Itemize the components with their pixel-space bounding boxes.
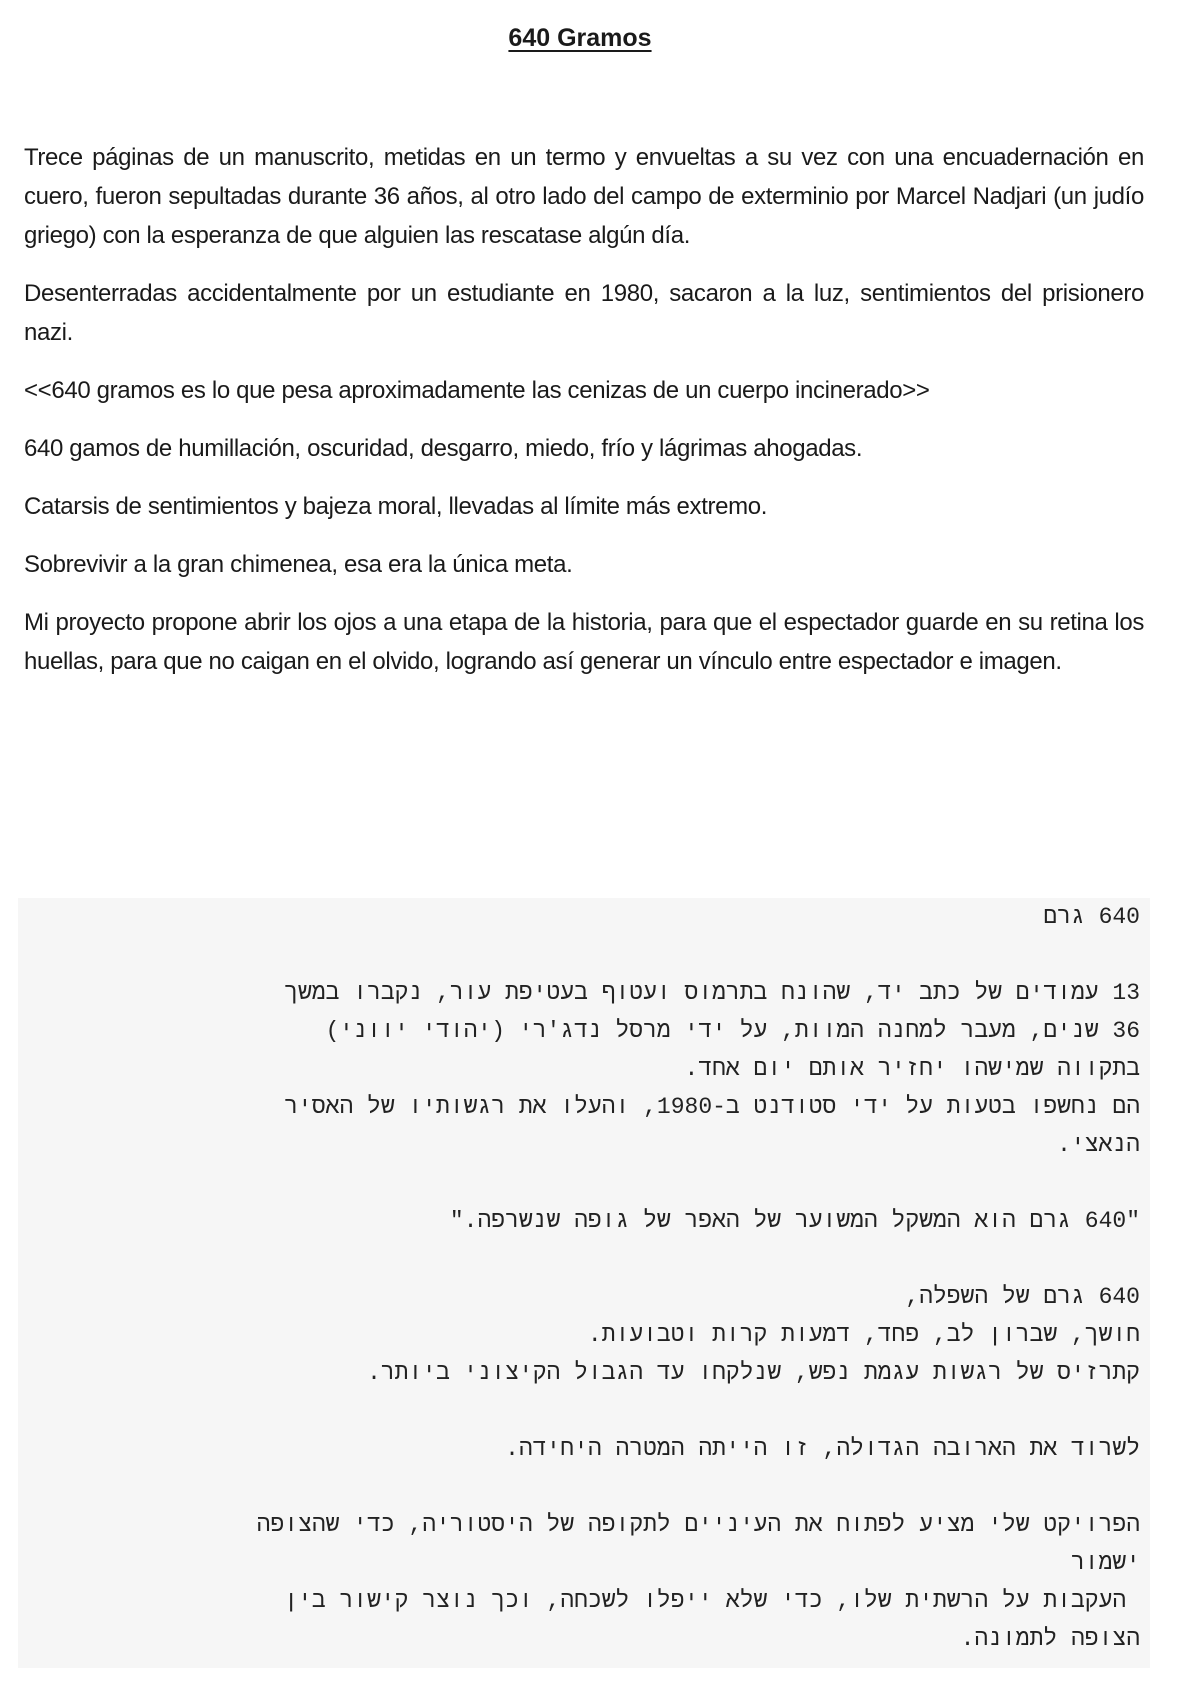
paragraph-humiliation: 640 gamos de humillación, oscuridad, desgarro, miedo, frío y lágrimas ahogadas. bbox=[24, 435, 863, 462]
hebrew-line: הפרויקט שלי מציע לפתוח את העיניים לתקופה של היסטוריה, כדי שהצופה bbox=[256, 1512, 1140, 1538]
hebrew-line: 640 גרם של השפלה, bbox=[905, 1284, 1140, 1310]
paragraph-manuscript: Trece páginas de un manuscrito, metidas en un termo y envueltas a su vez con una encuadernación en cuero, fueron sepultadas durante 36 años, al otro lado del campo de exterminio por Marcel Nadjari (un judío griego) con la esperanza de que alguien las rescatase algún día. bbox=[24, 144, 1144, 249]
hebrew-line: חושך, שברון לב, פחד, דמעות קרות וטבועות. bbox=[587, 1322, 1140, 1348]
hebrew-line: קתרזיס של רגשות עגמת נפש, שנלקחו עד הגבול הקיצוני ביותר. bbox=[367, 1360, 1140, 1386]
blank-line bbox=[26, 936, 1140, 974]
blank-line bbox=[26, 1240, 1140, 1278]
hebrew-line: העקבות על הרשתית שלו, כדי שלא ייפלו לשכחה, וכך נוצר קישור בין bbox=[284, 1588, 1140, 1614]
blank-line bbox=[26, 1468, 1140, 1506]
hebrew-line: לשרוד את הארובה הגדולה, זו הייתה המטרה היחידה. bbox=[505, 1436, 1140, 1462]
blank-line bbox=[26, 1164, 1140, 1202]
paragraph-project: Mi proyecto propone abrir los ojos a una etapa de la historia, para que el espectador guarde en su retina los huellas, para que no caigan en el olvido, logrando así generar un vínculo entre espectador e imagen. bbox=[24, 609, 1144, 675]
spanish-text-section bbox=[24, 138, 1144, 700]
hebrew-title: 640 גרם bbox=[1043, 904, 1140, 930]
blank-line bbox=[26, 1392, 1140, 1430]
paragraph-discovery: Desenterradas accidentalmente por un estudiante en 1980, sacaron a la luz, sentimientos del prisionero nazi. bbox=[24, 280, 1144, 346]
paragraph-catharsis: Catarsis de sentimientos y bajeza moral, llevadas al límite más extremo. bbox=[24, 493, 768, 520]
paragraph-quote: <<640 gramos es lo que pesa aproximadamente las cenizas de un cuerpo incinerado>> bbox=[24, 377, 930, 404]
page-title: 640 Gramos bbox=[508, 24, 652, 52]
hebrew-quote: "640 גרם הוא המשקל המשוער של האפר של גופה שנשרפה." bbox=[449, 1208, 1140, 1234]
hebrew-line: 13 עמודים של כתב יד, שהונח בתרמוס ועטוף בעטיפת עור, נקברו במשך bbox=[284, 980, 1140, 1006]
hebrew-line: בתקווה שמישהו יחזיר אותם יום אחד. bbox=[684, 1056, 1140, 1082]
hebrew-line: הצופה לתמונה. bbox=[960, 1626, 1140, 1652]
hebrew-translation-box bbox=[18, 898, 1150, 1668]
hebrew-line: הם נחשפו בטעות על ידי סטודנט ב-1980, והעלו את רגשותיו של האסיר bbox=[284, 1094, 1140, 1120]
hebrew-line: הנאצי. bbox=[1057, 1132, 1140, 1158]
hebrew-line: ישמור bbox=[1070, 1550, 1140, 1576]
hebrew-line: 36 שנים, מעבר למחנה המוות, על ידי מרסל נדג'רי (יהודי יווני) bbox=[325, 1018, 1140, 1044]
paragraph-survive: Sobrevivir a la gran chimenea, esa era la única meta. bbox=[24, 551, 573, 578]
